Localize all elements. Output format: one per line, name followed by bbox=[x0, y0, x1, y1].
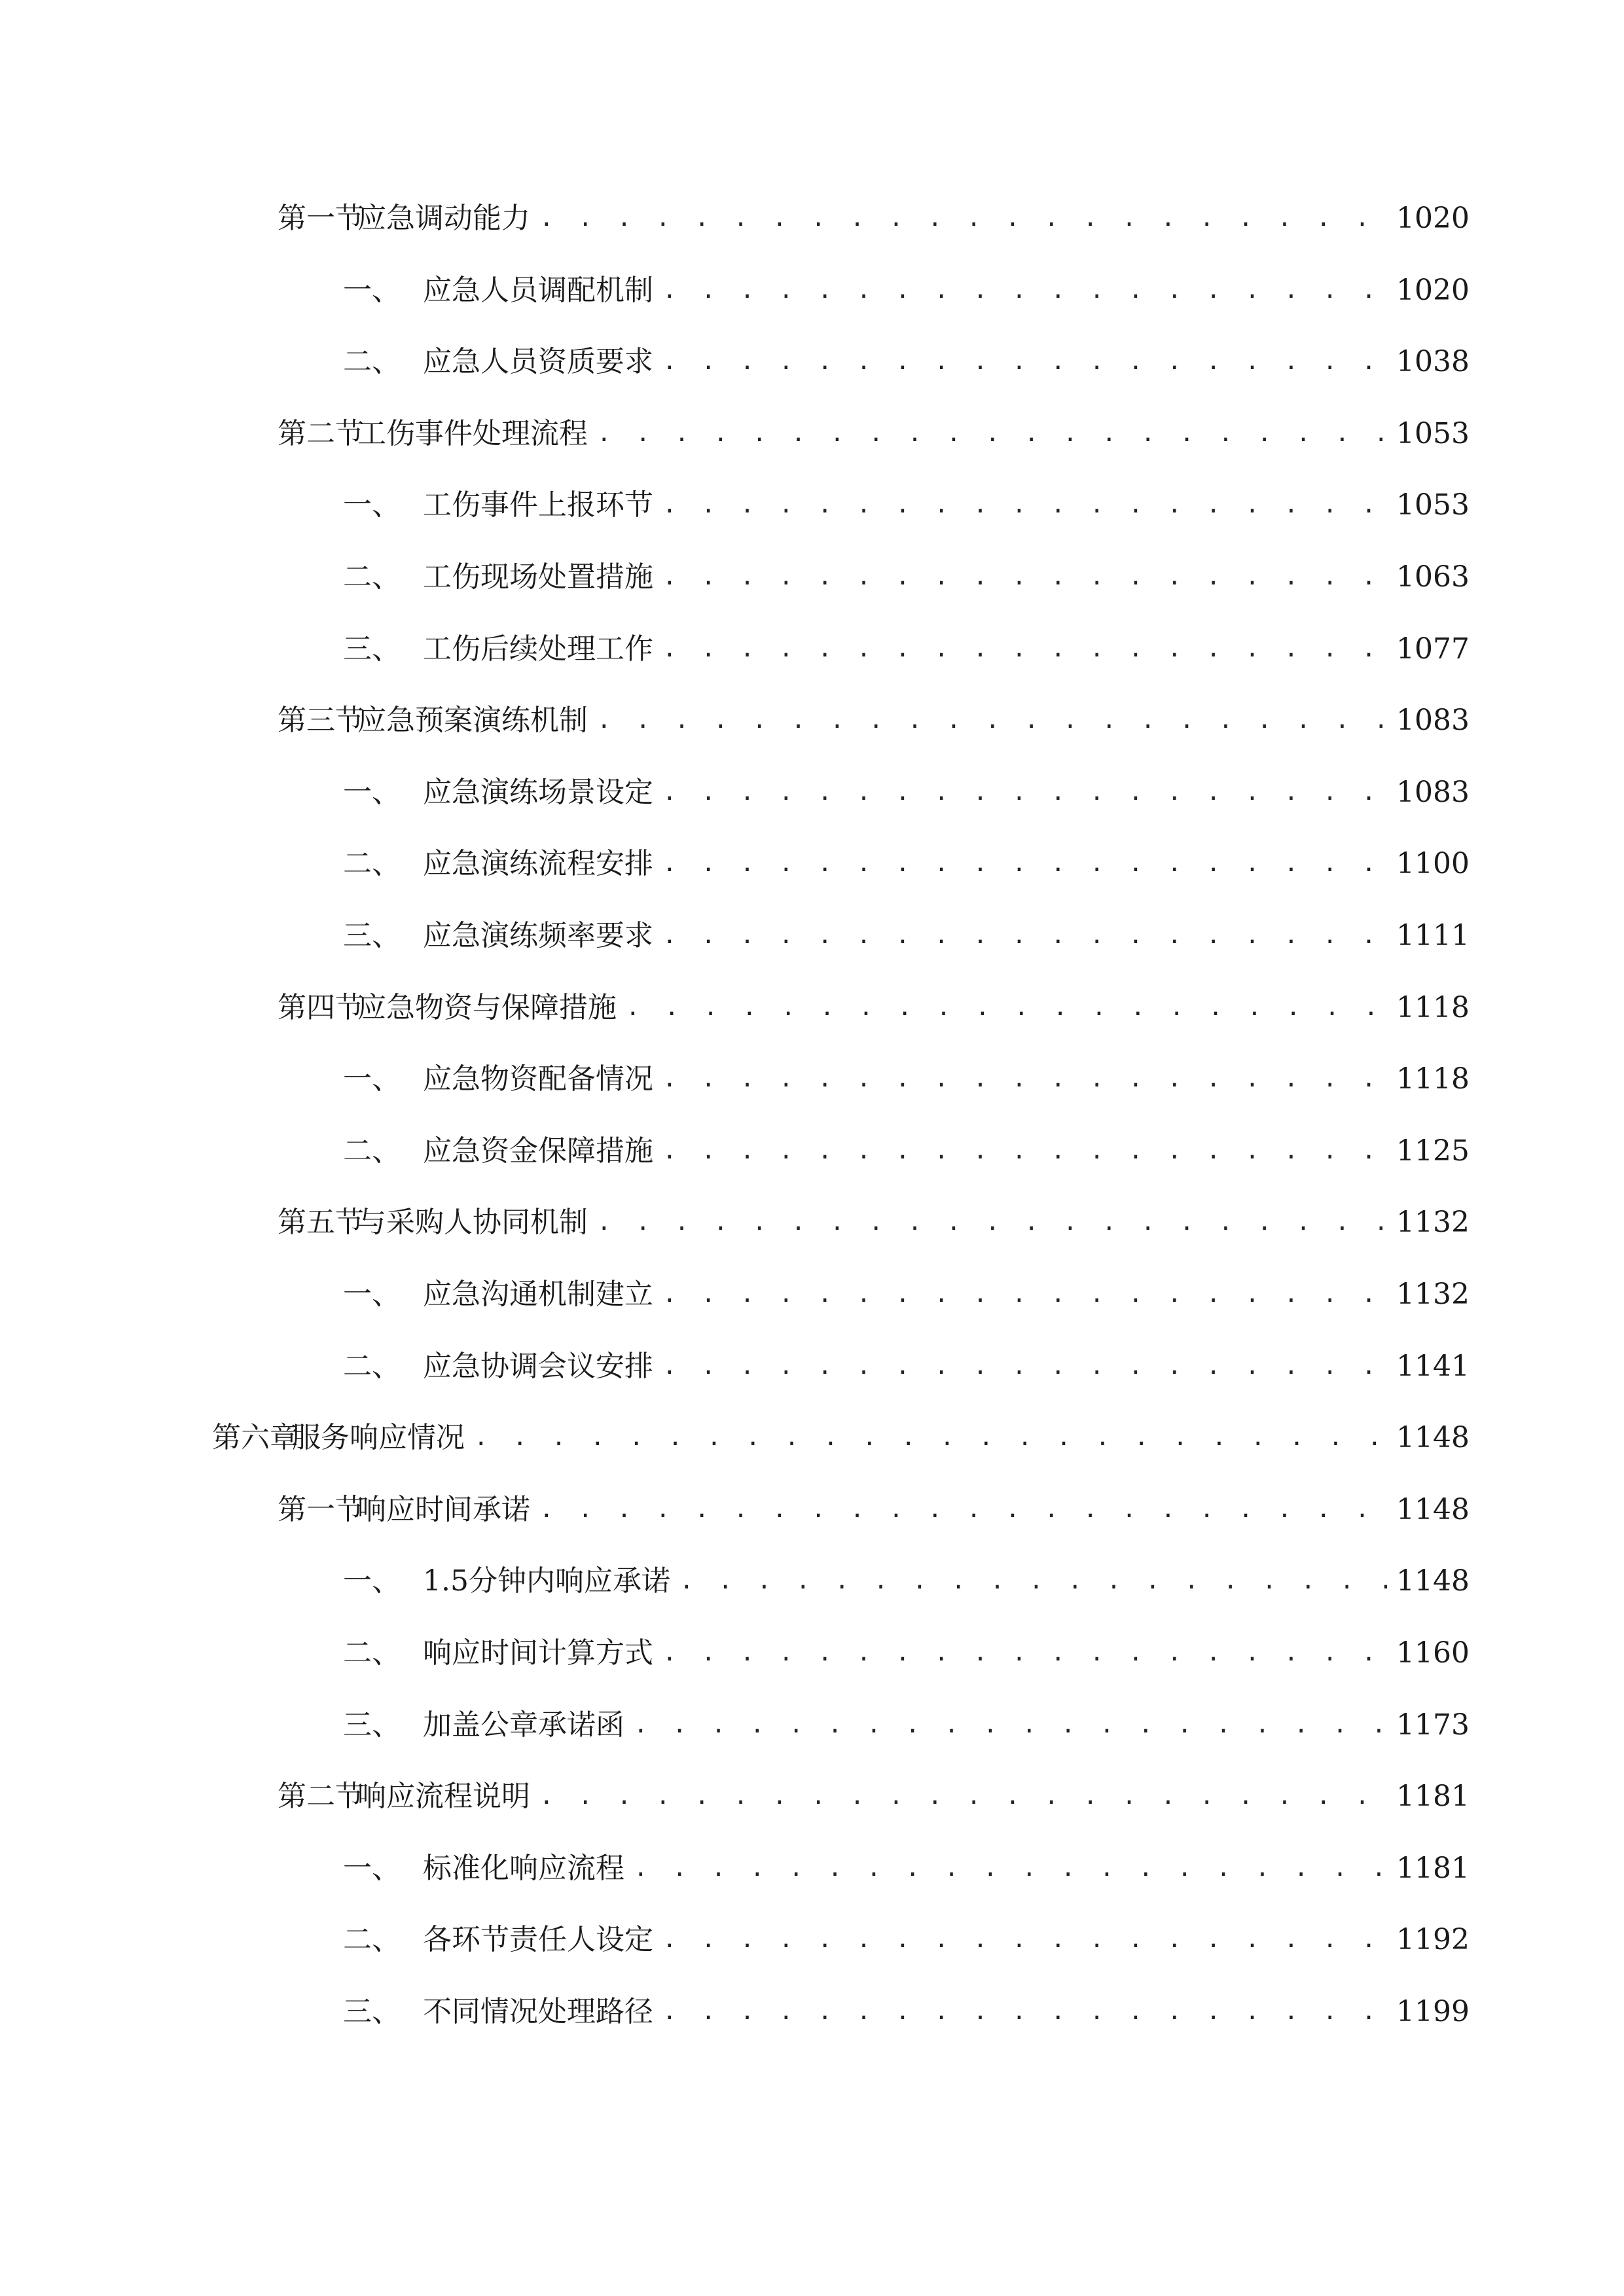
toc-entry-title: 应急预案演练机制 bbox=[357, 704, 588, 737]
toc-entry-page: 1160 bbox=[1396, 1636, 1470, 1670]
toc-entry[interactable] bbox=[278, 1776, 1470, 1818]
toc-entry-number: 一、 bbox=[343, 274, 401, 307]
toc-entry[interactable] bbox=[343, 1848, 1470, 1890]
toc-dot-leader bbox=[597, 1202, 1387, 1244]
toc-entry-number: 三、 bbox=[343, 632, 401, 666]
toc-entry-page: 1020 bbox=[1396, 202, 1470, 235]
toc-entry[interactable] bbox=[278, 413, 1470, 455]
toc-entry-page: 1181 bbox=[1396, 1852, 1470, 1885]
toc-entry[interactable] bbox=[278, 700, 1470, 742]
toc-entry-page: 1141 bbox=[1396, 1350, 1470, 1383]
toc-entry[interactable] bbox=[278, 1489, 1470, 1531]
toc-entry-page: 1148 bbox=[1396, 1493, 1470, 1526]
toc-entry-number: 二、 bbox=[343, 345, 401, 378]
toc-dot-leader bbox=[597, 413, 1387, 455]
toc-entry-number: 第六章 bbox=[212, 1421, 298, 1454]
toc-dot-leader bbox=[539, 198, 1387, 240]
toc-entry-title: 不同情况处理路径 bbox=[423, 1995, 653, 2028]
toc-entry-number: 一、 bbox=[343, 1062, 401, 1096]
toc-entry[interactable] bbox=[212, 1417, 1470, 1459]
toc-entry[interactable] bbox=[343, 270, 1470, 312]
toc-entry-title: 加盖公章承诺函 bbox=[423, 1708, 624, 1742]
toc-entry-page: 1111 bbox=[1396, 919, 1470, 952]
toc-entry-title: 标准化响应流程 bbox=[423, 1852, 624, 1885]
toc-entry[interactable] bbox=[278, 198, 1470, 240]
toc-entry-number: 一、 bbox=[343, 1564, 401, 1598]
toc-entry[interactable] bbox=[343, 628, 1470, 670]
toc-dot-leader bbox=[662, 1919, 1387, 1961]
toc-entry-title: 工伤事件处理流程 bbox=[357, 417, 588, 450]
toc-entry-page: 1148 bbox=[1396, 1421, 1470, 1454]
toc-entry-number: 第三节 bbox=[278, 704, 364, 737]
toc-dot-leader bbox=[662, 484, 1387, 526]
toc-entry[interactable] bbox=[343, 1130, 1470, 1172]
toc-entry-title: 工伤现场处置措施 bbox=[423, 560, 653, 594]
toc-entry-title: 应急人员资质要求 bbox=[423, 345, 653, 378]
toc-entry-number: 一、 bbox=[343, 488, 401, 522]
toc-dot-leader bbox=[597, 700, 1387, 742]
toc-dot-leader bbox=[662, 1346, 1387, 1388]
toc-dot-leader bbox=[634, 1848, 1387, 1890]
toc-entry-page: 1125 bbox=[1396, 1134, 1470, 1168]
toc-entry[interactable] bbox=[343, 1632, 1470, 1674]
toc-entry-page: 1181 bbox=[1396, 1780, 1470, 1813]
toc-dot-leader bbox=[539, 1776, 1387, 1818]
toc-dot-leader bbox=[626, 987, 1387, 1029]
toc-entry-page: 1020 bbox=[1396, 274, 1470, 307]
toc-dot-leader bbox=[474, 1417, 1387, 1459]
toc-entry-number: 二、 bbox=[343, 847, 401, 880]
toc-entry-page: 1192 bbox=[1396, 1923, 1470, 1956]
toc-entry-number: 二、 bbox=[343, 1636, 401, 1670]
toc-entry[interactable] bbox=[278, 1202, 1470, 1244]
toc-dot-leader bbox=[662, 1991, 1387, 2033]
toc-entry-number: 一、 bbox=[343, 1852, 401, 1885]
toc-entry[interactable] bbox=[343, 484, 1470, 526]
toc-dot-leader bbox=[662, 843, 1387, 885]
toc-dot-leader bbox=[662, 628, 1387, 670]
toc-dot-leader bbox=[679, 1560, 1387, 1602]
toc-entry-number: 二、 bbox=[343, 560, 401, 594]
toc-entry-number: 二、 bbox=[343, 1923, 401, 1956]
toc-entry-number: 二、 bbox=[343, 1350, 401, 1383]
toc-entry[interactable] bbox=[343, 1919, 1470, 1961]
toc-entry-title: 应急人员调配机制 bbox=[423, 274, 653, 307]
toc-entry-page: 1118 bbox=[1396, 991, 1470, 1024]
toc-entry-page: 1132 bbox=[1396, 1278, 1470, 1311]
toc-entry-page: 1173 bbox=[1396, 1708, 1470, 1742]
toc-entry-title: 应急协调会议安排 bbox=[423, 1350, 653, 1383]
toc-entry[interactable] bbox=[343, 1058, 1470, 1100]
toc-entry[interactable] bbox=[343, 915, 1470, 957]
toc-entry-page: 1083 bbox=[1396, 776, 1470, 809]
toc-entry-page: 1077 bbox=[1396, 632, 1470, 666]
toc-entry-title: 响应时间承诺 bbox=[357, 1493, 530, 1526]
toc-entry-page: 1132 bbox=[1396, 1206, 1470, 1239]
toc-entry-number: 三、 bbox=[343, 1708, 401, 1742]
toc-entry[interactable] bbox=[278, 987, 1470, 1029]
toc-entry-page: 1038 bbox=[1396, 345, 1470, 378]
toc-entry-title: 1.5分钟内响应承诺 bbox=[423, 1564, 670, 1598]
toc-entry-title: 应急演练流程安排 bbox=[423, 847, 653, 880]
toc-entry[interactable] bbox=[343, 1346, 1470, 1388]
toc-entry-title: 应急沟通机制建立 bbox=[423, 1278, 653, 1311]
toc-dot-leader bbox=[539, 1489, 1387, 1531]
toc-entry-title: 应急物资与保障措施 bbox=[357, 991, 617, 1024]
toc-entry[interactable] bbox=[343, 1560, 1470, 1602]
toc-entry-page: 1148 bbox=[1396, 1564, 1470, 1598]
toc-entry-page: 1083 bbox=[1396, 704, 1470, 737]
toc-entry[interactable] bbox=[343, 1274, 1470, 1316]
toc-entry-number: 第四节 bbox=[278, 991, 364, 1024]
toc-entry[interactable] bbox=[343, 1991, 1470, 2033]
toc-entry-number: 三、 bbox=[343, 1995, 401, 2028]
toc-entry-number: 二、 bbox=[343, 1134, 401, 1168]
toc-entry-page: 1100 bbox=[1396, 847, 1470, 880]
toc-entry-title: 应急调动能力 bbox=[357, 202, 530, 235]
toc-entry-number: 一、 bbox=[343, 776, 401, 809]
toc-entry[interactable] bbox=[343, 341, 1470, 383]
toc-entry[interactable] bbox=[343, 772, 1470, 814]
toc-entry-title: 应急物资配备情况 bbox=[423, 1062, 653, 1096]
toc-entry-page: 1199 bbox=[1396, 1995, 1470, 2028]
toc-entry-title: 响应流程说明 bbox=[357, 1780, 530, 1813]
toc-entry-title: 各环节责任人设定 bbox=[423, 1923, 653, 1956]
toc-dot-leader bbox=[662, 556, 1387, 598]
toc-entry-page: 1118 bbox=[1396, 1062, 1470, 1096]
toc-dot-leader bbox=[634, 1704, 1387, 1746]
toc-dot-leader bbox=[662, 772, 1387, 814]
toc-entry-page: 1053 bbox=[1396, 417, 1470, 450]
toc-entry[interactable] bbox=[343, 556, 1470, 598]
toc-dot-leader bbox=[662, 270, 1387, 312]
toc-entry-title: 响应时间计算方式 bbox=[423, 1636, 653, 1670]
toc-dot-leader bbox=[662, 1058, 1387, 1100]
toc-entry-title: 应急演练场景设定 bbox=[423, 776, 653, 809]
toc-entry-title: 应急资金保障措施 bbox=[423, 1134, 653, 1168]
toc-entry-title: 工伤后续处理工作 bbox=[423, 632, 653, 666]
toc-entry-title: 服务响应情况 bbox=[292, 1421, 465, 1454]
toc-entry-page: 1063 bbox=[1396, 560, 1470, 594]
toc-dot-leader bbox=[662, 341, 1387, 383]
toc-entry-number: 第一节 bbox=[278, 202, 364, 235]
toc-entry-title: 与采购人协同机制 bbox=[357, 1206, 588, 1239]
toc-entry-title: 工伤事件上报环节 bbox=[423, 488, 653, 522]
toc-entry[interactable] bbox=[343, 843, 1470, 885]
toc-dot-leader bbox=[662, 915, 1387, 957]
toc-entry-number: 一、 bbox=[343, 1278, 401, 1311]
toc-entry-number: 第一节 bbox=[278, 1493, 364, 1526]
toc-entry[interactable] bbox=[343, 1704, 1470, 1746]
toc-entry-number: 第二节 bbox=[278, 417, 364, 450]
toc-entry-title: 应急演练频率要求 bbox=[423, 919, 653, 952]
toc-entry-number: 第五节 bbox=[278, 1206, 364, 1239]
toc-entry-page: 1053 bbox=[1396, 488, 1470, 522]
toc-dot-leader bbox=[662, 1130, 1387, 1172]
toc-dot-leader bbox=[662, 1632, 1387, 1674]
toc-entry-number: 三、 bbox=[343, 919, 401, 952]
toc-entry-number: 第二节 bbox=[278, 1780, 364, 1813]
toc-dot-leader bbox=[662, 1274, 1387, 1316]
